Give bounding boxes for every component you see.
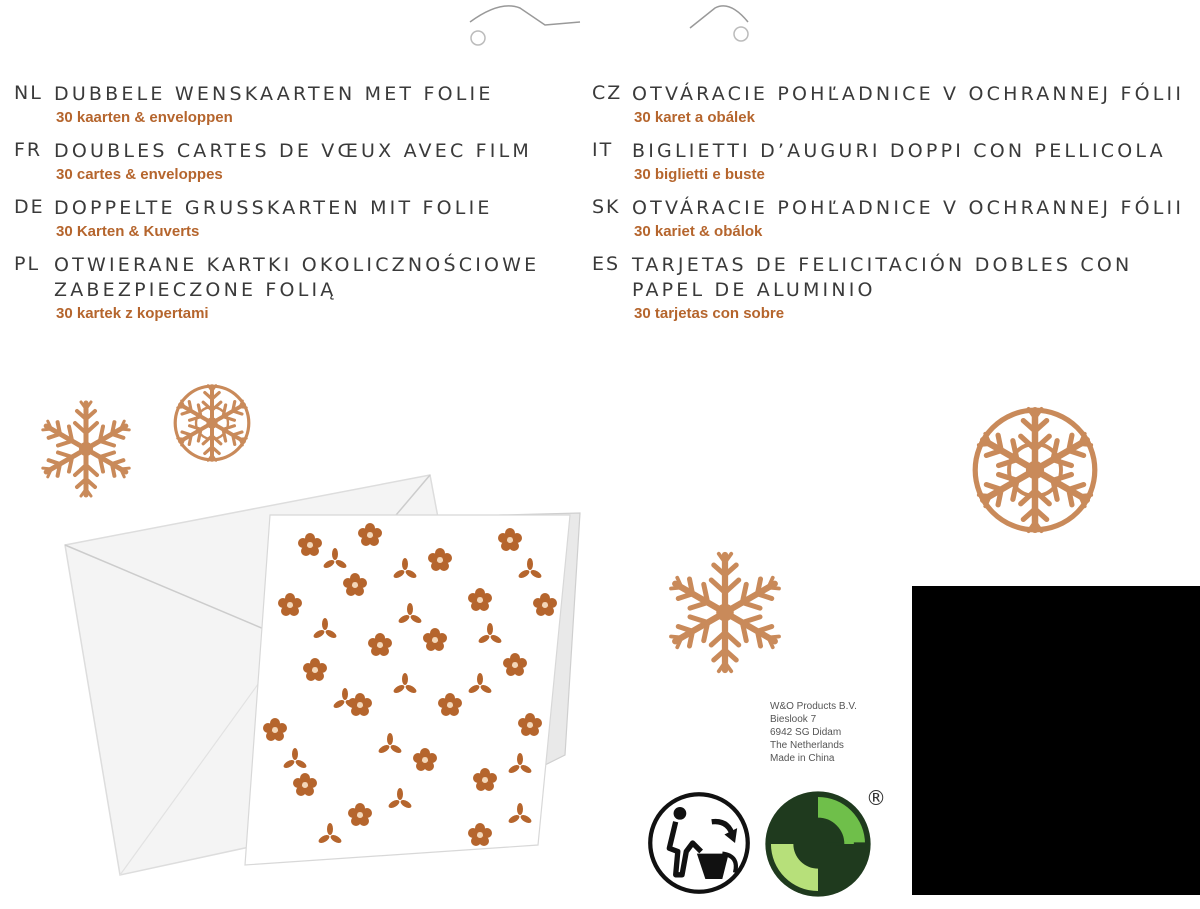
- language-subtitle: 30 kariet & obálok: [634, 223, 763, 240]
- language-code: PL: [14, 253, 41, 275]
- hanger-icon: [0, 0, 1200, 60]
- language-title: DOPPELTE GRUSSKARTEN MIT FOLIE: [54, 197, 493, 219]
- address-line: Bieslook 7: [770, 714, 817, 725]
- language-title: BIGLIETTI D’AUGURI DOPPI CON PELLICOLA: [632, 140, 1166, 162]
- language-subtitle: 30 karet a obálek: [634, 109, 755, 126]
- address-line: 6942 SG Didam: [770, 727, 842, 738]
- address-line: W&O Products B.V.: [770, 701, 857, 712]
- language-subtitle: 30 cartes & enveloppes: [56, 166, 223, 183]
- address-line: Made in China: [770, 753, 835, 764]
- language-code: ES: [592, 253, 621, 275]
- manufacturer-address: [770, 700, 857, 765]
- registered-mark: ®: [866, 786, 886, 810]
- language-subtitle: 30 kartek z kopertami: [56, 305, 209, 322]
- language-code: NL: [14, 82, 43, 104]
- language-code: SK: [592, 196, 621, 218]
- language-entry-nl: [14, 82, 589, 129]
- language-subtitle: 30 Karten & Kuverts: [56, 223, 200, 240]
- language-title: OTWIERANE KARTKI OKOLICZNOŚCIOWE ZABEZPIECZONE FOLIĄ: [54, 254, 540, 301]
- language-title: DUBBELE WENSKAARTEN MET FOLIE: [54, 83, 494, 105]
- language-code: FR: [14, 139, 43, 161]
- language-entry-cz: [592, 82, 1192, 129]
- language-subtitle: 30 kaarten & enveloppen: [56, 109, 233, 126]
- language-entry-es: [592, 253, 1192, 325]
- language-code: IT: [592, 139, 614, 161]
- green-dot-icon: [762, 788, 874, 900]
- language-entry-it: [592, 139, 1192, 186]
- language-title: OTVÁRACIE POHĽADNICE V OCHRANNEJ FÓLII: [632, 83, 1185, 105]
- language-code: CZ: [592, 82, 623, 104]
- snowflake-icon: [970, 405, 1100, 535]
- language-subtitle: 30 biglietti e buste: [634, 166, 765, 183]
- language-entry-sk: [592, 196, 1192, 243]
- product-image-card-envelope: [60, 465, 600, 895]
- language-code: DE: [14, 196, 45, 218]
- language-entry-pl: [14, 253, 589, 325]
- snowflake-icon: [172, 383, 252, 463]
- redaction-box: [912, 586, 1200, 895]
- language-title: TARJETAS DE FELICITACIÓN DOBLES CON PAPEL DE ALUMINIO: [632, 254, 1133, 301]
- language-title: OTVÁRACIE POHĽADNICE V OCHRANNEJ FÓLII: [632, 197, 1185, 219]
- language-entry-fr: [14, 139, 589, 186]
- snowflake-icon: [655, 540, 795, 685]
- tidyman-recycle-icon: [646, 790, 752, 896]
- address-line: The Netherlands: [770, 740, 844, 751]
- language-column-right: [592, 82, 1192, 335]
- language-column-left: [14, 82, 589, 335]
- language-entry-de: [14, 196, 589, 243]
- language-subtitle: 30 tarjetas con sobre: [634, 305, 785, 322]
- language-title: DOUBLES CARTES DE VŒUX AVEC FILM: [54, 140, 532, 162]
